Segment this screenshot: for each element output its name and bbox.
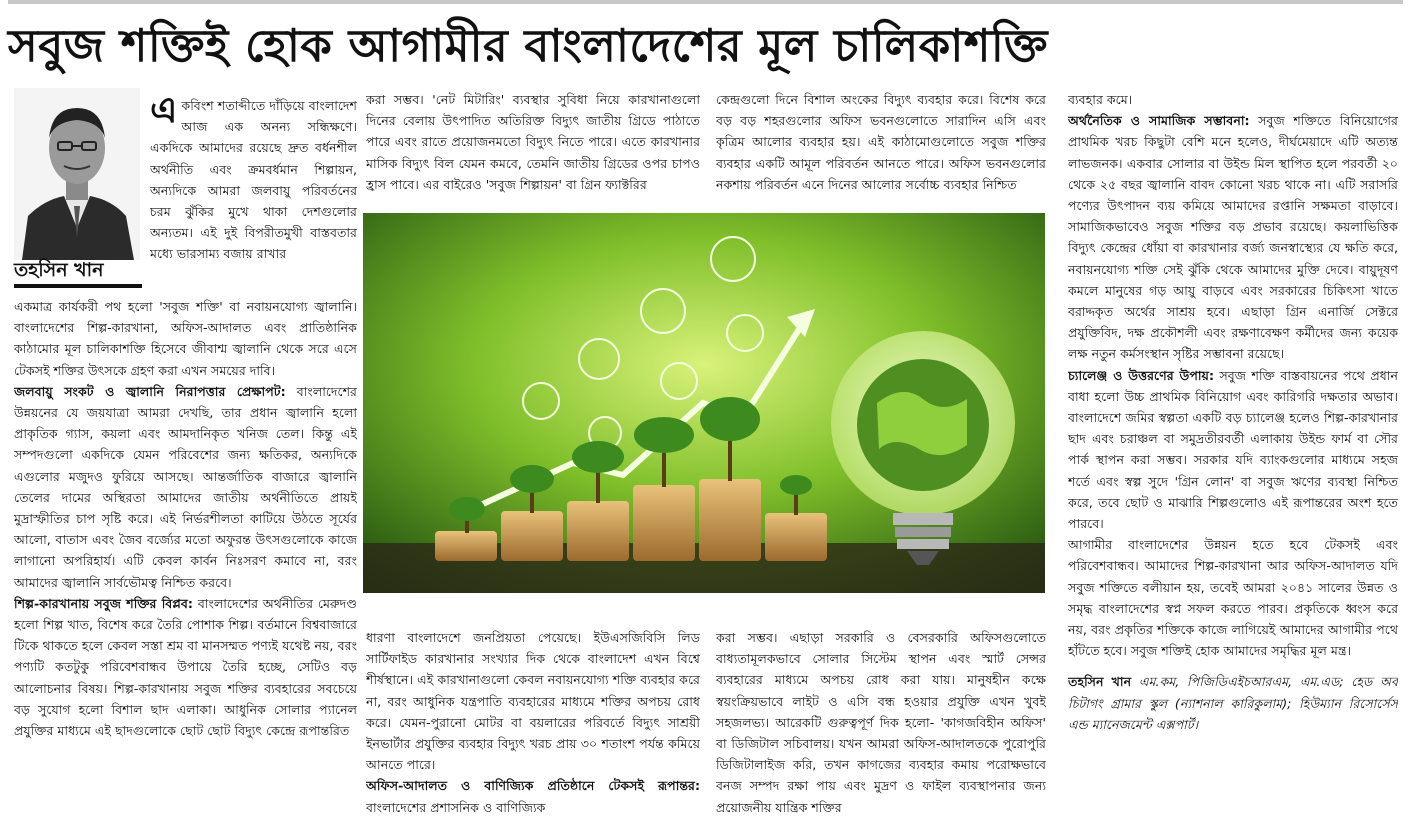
column-1-intro (150, 95, 357, 311)
column-1 (14, 296, 357, 816)
hero-illustration (363, 213, 1045, 593)
paragraph: বাংলাদেশের অর্থনীতির মেরুদণ্ড হলো শিল্প খাত, বিশেষ করে তৈরি পোশাক শিল্প। বর্তমানে বিশ্ববাজারে টিকে থাকতে হলে কেবল সস্তা শ্রম বা মানসম্মত পণ্যই যথেষ্ট নয়, বরং পণ্যটি কতটুকু পরিবেশবান্ধব উপায়ে তৈরি হচ্ছে, সেটিও বড় আলোচনার বিষয়। শিল্প-কারখানায় সবুজ শক্তির ব্যবহারের সবচেয়ে বড় সুযোগ হলো বিশাল ছাদ এলাকা। আধুনিক সোলার প্যানেল প্রযুক্তির মাধ্যমে এই ছাদগুলোকে ছোট ছোট বিদ্যুৎ কেন্দ্রে রূপান্তরিত (14, 595, 357, 739)
byline-rule (14, 284, 142, 288)
column-3-bottom (716, 627, 1046, 817)
paragraph: করা সম্ভব। 'নেট মিটারিং' ব্যবস্থার সুবিধা নিয়ে কারখানাগুলো দিনের বেলায় উৎপাদিত অতিরিক্ত বিদ্যুৎ জাতীয় গ্রিডে পাঠাতে পারে এবং রাতে প্রয়োজনমতো বিদ্যুৎ নিতে পারে। এতে কারখানার মাসিক বিদ্যুৎ বিল যেমন কমবে, তেমনি জাতীয় গ্রিডের ওপর চাপও হ্রাস পাবে। এর বাইরেও 'সবুজ শিল্পায়ন' বা গ্রিন ফ্যাক্টরির (366, 92, 700, 192)
paragraph: সবুজ শক্তিতে বিনিয়োগের প্রাথমিক খরচ কিছুটা বেশি মনে হলেও, দীর্ঘমেয়াদে এটি অত্যন্ত লাভজনক। একবার সোলার বা উইন্ড মিল স্থাপিত হলে পরবর্তী ২০ থেকে ২৫ বছর জ্বালানি বাবদ কোনো খরচ থাকে না। এটি সরাসরি পণ্যের উৎপাদন ব্যয় কমিয়ে আমাদের রপ্তানি সক্ষমতা বাড়াবে। সামাজিকভাবেও সবুজ শক্তির বড় প্রভাব রয়েছে। কয়লাভিত্তিক বিদ্যুৎ কেন্দ্রের ধোঁয়া বা কারখানার বর্জ্য জনস্বাস্থ্যের যে ক্ষতি করে, নবায়নযোগ্য শক্তি সেই ঝুঁকি থেকে আমাদের মুক্তি দেবে। বায়ুদূষণ কমলে মানুষের গড় আয়ু বাড়বে এবং সরকারের চিকিৎসা খাতে বরাদ্দকৃত অর্থের সাশ্রয় হবে। এছাড়া গ্রিন এনার্জি সেক্টরে প্রযুক্তিবিদ, দক্ষ প্রকৌশলী এবং রক্ষণাবেক্ষণ কর্মীদের জন্য কয়েক লক্ষ নতুন কর্মসংস্থান সৃষ্টির সম্ভাবনা রয়েছে। (1068, 113, 1398, 362)
drop-cap: এ (150, 95, 178, 131)
paragraph: ব্যবহার কমে। (1068, 92, 1133, 107)
headline: সবুজ শক্তিই হোক আগামীর বাংলাদেশের মূল চালিকাশক্তি (8, 19, 1048, 72)
paragraph: আগামীর বাংলাদেশের উন্নয়ন হতে হবে টেকসই এবং পরিবেশবান্ধব। আমাদের শিল্প-কারখানা আর অফিস-আদালত যদি সবুজ শক্তিতে বলীয়ান হয়, তবেই আমরা ২০৪১ সালের উন্নত ও সমৃদ্ধ বাংলাদেশের স্বপ্ন সফল করতে পারব। প্রকৃতিকে ধ্বংস করে নয়, বরং প্রকৃতির শক্তিকে কাজে লাগিয়েই আমাদের আগামীর পথে হাঁটতে হবে। সবুজ শক্তিই হোক আমাদের সমৃদ্ধির মূল মন্ত্র। (1068, 537, 1398, 659)
paragraph: সবুজ শক্তি বাস্তবায়নের পথে প্রধান বাধা হলো উচ্চ প্রাথমিক বিনিয়োগ এবং কারিগরি দক্ষতার অভাব। বাংলাদেশে জমির স্বল্পতা একটি বড় চ্যালেঞ্জ হলেও শিল্প-কারখানার ছাদ এবং চরাঞ্চল বা সমুদ্রতীরবর্তী এলাকায় উইন্ড ফার্ম বা সৌর পার্ক স্থাপন করা সম্ভব। সরকার যদি ব্যাংকগুলোর মাধ্যমে সহজ শর্তে এবং স্বল্প সুদে 'গ্রিন লোন' বা সবুজ ঋণের ব্যবস্থা নিশ্চিত করে, তবে ছোট ও মাঝারি শিল্পগুলোও এই রূপান্তরের অংশ হতে পারবে। (1068, 367, 1398, 532)
section-heading: চ্যালেঞ্জ ও উত্তরণের উপায়: (1068, 367, 1214, 383)
paragraph: কেন্দ্রগুলো দিনে বিশাল অংকের বিদ্যুৎ ব্যবহার করে। বিশেষ করে বড় বড় শহরগুলোর অফিস ভবনগুলোতে সারাদিন এসি এবং কৃত্রিম আলোর ব্যবহার হয়। এই কাঠামোগুলোতে সবুজ শক্তির ব্যবহার একটি আমূল পরিবর্তন আনতে পারে। অফিস ভবনগুলোর নকশায় পরিবর্তন এনে দিনের আলোর সর্বোচ্চ ব্যবহার নিশ্চিত (716, 92, 1046, 192)
bio-text: এম.কম, পিজিডিএইচআরএম, এম.এড; হেড অব চিটাগং গ্রামার স্কুল (ন্যাশনাল কারিকুলাম); হিউম্যান রিসোর্সেস এন্ড ম্যানেজমেন্ট এক্সপার্ট। (1068, 674, 1398, 732)
paragraph: করা সম্ভব। এছাড়া সরকারি ও বেসরকারি অফিসগুলোতে বাধ্যতামূলকভাবে সোলার সিস্টেম স্থাপন এবং স্মার্ট সেন্সর ব্যবহারের মাধ্যমে অপচয় রোধ করা যায়। মানুষহীন কক্ষে স্বয়ংক্রিয়ভাবে লাইট ও এসি বন্ধ হওয়ার প্রযুক্তি এখন খুবই সহজলভ্য। আরেকটি গুরুত্বপূর্ণ দিক হলো- 'কাগজবিহীন অফিস' বা ডিজিটাল সচিবালয়। যখন আমরা অফিস-আদালতকে পুরোপুরি ডিজিটালাইজ করি, তখন কাগজের ব্যবহার কমায় পরোক্ষভাবে বনজ সম্পদ রক্ষা পায় এবং মুদ্রণ ও ফাইল ব্যবস্থাপনার জন্য প্রয়োজনীয় যান্ত্রিক শক্তির (716, 630, 1046, 815)
column-3-top (716, 89, 1046, 209)
section-heading: জলবায়ু সংকট ও জ্বালানি নিরাপত্তার প্রেক্ষাপট: (14, 383, 286, 399)
column-2-bottom (366, 627, 700, 817)
section-heading: অর্থনৈতিক ও সামাজিক সম্ভাবনা: (1068, 113, 1250, 129)
column-2-top (366, 89, 700, 209)
section-heading: অফিস-আদালত ও বাণিজ্যিক প্রতিষ্ঠানে টেকসই রূপান্তর: (366, 778, 700, 794)
column-4 (1068, 89, 1398, 817)
section-heading: শিল্প-কারখানায় সবুজ শক্তির বিপ্লব: (14, 595, 193, 611)
paragraph: বাংলাদেশের প্রশাসনিক ও বাণিজ্যিক (366, 799, 546, 815)
bio-name: তহসিন খান (1068, 674, 1132, 690)
intro-text: কবিংশ শতাব্দীতে দাঁড়িয়ে বাংলাদেশ আজ এক অনন্য সন্ধিক্ষণে। একদিকে আমাদের রয়েছে দ্রুত বর্ধনশীল অর্থনীতি এবং ক্রমবর্ধমান শিল্পায়ন, অন্যদিকে আমরা জলবায়ু পরিবর্তনের চরম ঝুঁকির মুখে থাকা দেশগুলোর অন্যতম। এই দুই বিপরীতমুখী বাস্তবতার মধ্যে ভারসাম্য বজায় রাখার (150, 98, 357, 262)
top-rule (8, 0, 1403, 4)
paragraph: একমাত্র কার্যকরী পথ হলো 'সবুজ শক্তি' বা নবায়নযোগ্য জ্বালানি। বাংলাদেশের শিল্প-কারখানা, অফিস-আদালত এবং প্রাতিষ্ঠানিক কাঠামোর মূল চালিকাশক্তি হিসেবে জীবাশ্ম জ্বালানি থেকে সরে এসে টেকসই শক্তির উৎসকে গ্রহণ করা এখন সময়ের দাবি। (14, 299, 357, 378)
author-byline: তহসিন খান (14, 259, 104, 281)
paragraph: বাংলাদেশের উন্নয়নের যে জয়যাত্রা আমরা দেখছি, তার প্রধান জ্বালানি হলো প্রাকৃতিক গ্যাস, কয়লা এবং আমদানিকৃত খনিজ তেল। কিন্তু এই সম্পদগুলো একদিকে যেমন পরিবেশের জন্য ক্ষতিকর, অন্যদিকে এগুলোর মজুদও ফুরিয়ে আসছে। আন্তর্জাতিক বাজারে জ্বালানি তেলের দামের অস্থিরতা আমাদের জাতীয় অর্থনীতিতে প্রায়ই মুদ্রাস্ফীতির চাপ সৃষ্টি করে। এই নির্ভরশীলতা কাটিয়ে উঠতে সূর্যের আলো, বাতাস এবং জৈব বর্জ্যের মতো অফুরন্ত উৎসগুলোকে কাজে লাগানো অপরিহার্য। এটি কেবল কার্বন নিঃসরণ কমাবে না, বরং আমাদের জ্বালানি সার্বভৌমত্ব নিশ্চিত করবে। (14, 383, 357, 590)
author-photo (14, 88, 140, 260)
paragraph: ধারণা বাংলাদেশে জনপ্রিয়তা পেয়েছে। ইউএসজিবিসি লিড সার্টিফাইড কারখানার সংখ্যার দিক থেকে বাংলাদেশ এখন বিশ্বে শীর্ষস্থানে। এই কারখানাগুলো কেবল নবায়নযোগ্য শক্তি ব্যবহার করে না, বরং আধুনিক যন্ত্রপাতি ব্যবহারের মাধ্যমে শক্তির অপচয় রোধ করে। যেমন-পুরানো মোটর বা বয়লারের পরিবর্তে বিদ্যুৎ সাশ্রয়ী ইনভার্টার প্রযুক্তির ব্যবহার বিদ্যুৎ খরচ প্রায় ৩০ শতাংশ পর্যন্ত কমিয়ে আনতে পারে। (366, 630, 700, 773)
